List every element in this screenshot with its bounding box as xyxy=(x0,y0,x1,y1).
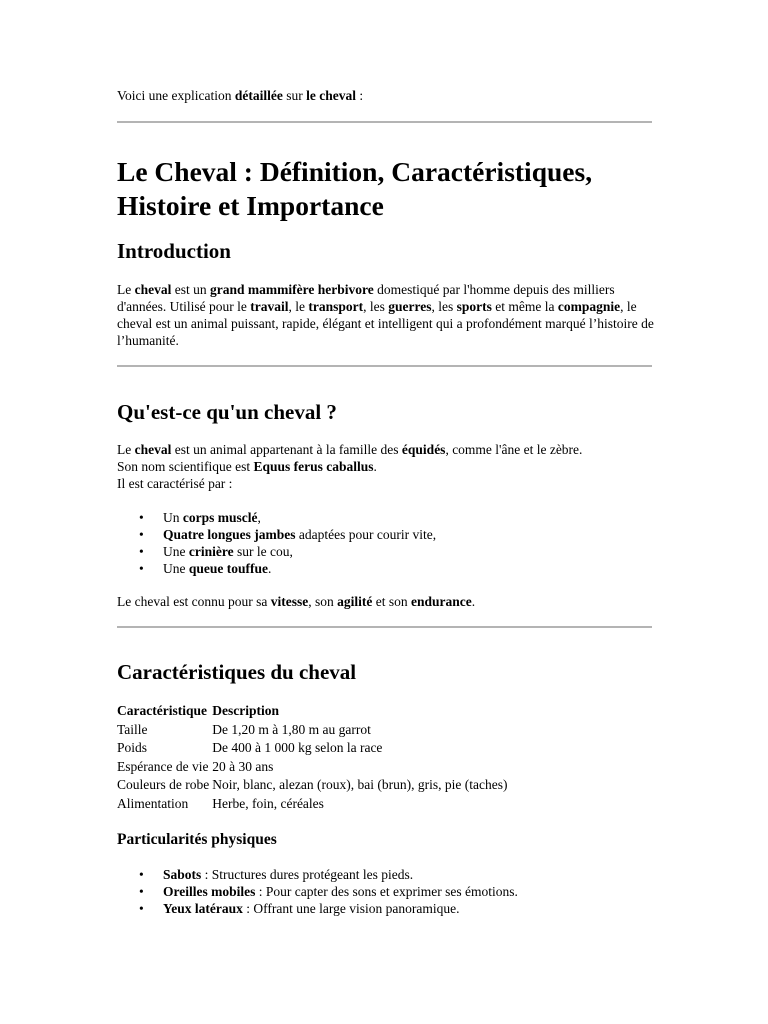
bold-run: grand mammifère herbivore xyxy=(210,282,374,297)
text-run: , le cheval est un animal puissant, rapide, élégant et intelligent qui a profondément marqué l’histoire de l’humanité. xyxy=(117,299,654,348)
heading-characteristics: Caractéristiques du cheval xyxy=(117,660,357,684)
divider xyxy=(117,626,652,628)
bullet-icon: • xyxy=(139,544,144,559)
table-cell: Couleurs de robe xyxy=(117,777,210,793)
introduction-paragraph xyxy=(117,281,657,349)
text-run: Une xyxy=(163,544,189,559)
definition-paragraph xyxy=(117,441,657,492)
bold-run: travail xyxy=(250,299,289,314)
text-run: Une xyxy=(163,561,189,576)
heading-introduction: Introduction xyxy=(117,239,231,263)
table-row xyxy=(117,758,510,777)
table-row xyxy=(117,739,510,758)
physical-traits-list xyxy=(117,866,518,917)
list-item xyxy=(117,560,436,577)
bold-run: Equus ferus caballus xyxy=(253,459,374,474)
text-run: : Pour capter des sons et exprimer ses émotions. xyxy=(255,884,518,899)
text-run: , xyxy=(257,510,261,525)
table-header-cell: Caractéristique xyxy=(117,703,207,718)
bold-run: le cheval xyxy=(306,88,356,103)
text-run: est un xyxy=(171,282,210,297)
table-cell: 20 à 30 ans xyxy=(212,758,274,774)
bold-run: cheval xyxy=(134,442,172,457)
list-item xyxy=(117,509,436,526)
heading-definition: Qu'est-ce qu'un cheval ? xyxy=(117,400,337,424)
text-run: Le xyxy=(117,442,135,457)
table-row xyxy=(117,776,510,795)
text-run: Le cheval est connu pour sa xyxy=(117,594,271,609)
page-title xyxy=(117,155,677,223)
bullet-icon: • xyxy=(139,527,144,542)
bullet-icon: • xyxy=(139,510,144,525)
bold-run: transport xyxy=(308,299,364,314)
title-line-1: Le Cheval : Définition, Caractéristiques, xyxy=(117,156,593,187)
table-row xyxy=(117,795,510,814)
bold-run: queue touffue xyxy=(188,561,269,576)
bullet-icon: • xyxy=(139,884,144,899)
intro-line xyxy=(117,88,363,104)
table-cell: Taille xyxy=(117,721,148,737)
text-run: , comme l'âne et le zèbre. xyxy=(445,442,583,457)
bold-run: vitesse xyxy=(270,594,309,609)
list-item xyxy=(117,883,518,900)
table-header-row xyxy=(117,702,510,721)
heading-physical-traits: Particularités physiques xyxy=(117,831,277,848)
bold-run: agilité xyxy=(337,594,373,609)
bold-run: Oreilles mobiles xyxy=(163,884,256,899)
text-run: , les xyxy=(363,299,389,314)
text-run: : Offrant une large vision panoramique. xyxy=(242,901,460,916)
text-run: . xyxy=(471,594,476,609)
bold-run: Sabots xyxy=(163,867,202,882)
bold-run: compagnie xyxy=(557,299,621,314)
divider xyxy=(117,365,652,367)
text-run: . xyxy=(373,459,377,474)
bullet-icon: • xyxy=(139,901,144,916)
text-run: Le xyxy=(117,282,135,297)
title-line-2: Histoire et Importance xyxy=(117,190,384,221)
list-item xyxy=(117,900,518,917)
traits-list xyxy=(117,509,436,577)
characteristics-table xyxy=(117,702,510,814)
table-header-cell: Description xyxy=(212,703,279,718)
divider xyxy=(117,121,652,123)
bold-run: Yeux latéraux xyxy=(163,901,243,916)
bold-run: Quatre longues jambes xyxy=(163,527,296,542)
text-run: et son xyxy=(372,594,411,609)
bold-run: guerres xyxy=(388,299,432,314)
table-cell: Noir, blanc, alezan (roux), bai (brun), gris, pie (taches) xyxy=(212,777,508,793)
text-run: , son xyxy=(308,594,338,609)
text-run: . xyxy=(268,561,272,576)
table-row xyxy=(117,721,510,740)
table-cell: Espérance de vie xyxy=(117,758,209,774)
text-run: et même la xyxy=(491,299,558,314)
text-run: adaptées pour courir vite, xyxy=(295,527,437,542)
bullet-icon: • xyxy=(139,867,144,882)
bold-run: crinière xyxy=(188,544,234,559)
text-run: Son nom scientifique est xyxy=(117,459,254,474)
text-run: : xyxy=(355,88,364,103)
definition-closing xyxy=(117,593,657,610)
bold-run: sports xyxy=(456,299,492,314)
text-run: sur xyxy=(282,88,307,103)
text-run: , les xyxy=(431,299,457,314)
list-item xyxy=(117,543,436,560)
list-item xyxy=(117,526,436,543)
bullet-icon: • xyxy=(139,561,144,576)
text-run: Voici une explication xyxy=(117,88,235,103)
table-cell: Poids xyxy=(117,740,148,756)
table-cell: Herbe, foin, céréales xyxy=(212,795,324,811)
table-cell: De 400 à 1 000 kg selon la race xyxy=(212,740,383,756)
bold-run: corps musclé xyxy=(182,510,258,525)
text-run: : Structures dures protégeant les pieds. xyxy=(201,867,414,882)
text-run: Il est caractérisé par : xyxy=(117,476,233,491)
text-run: Un xyxy=(163,510,183,525)
text-run: sur le cou, xyxy=(233,544,293,559)
bold-run: endurance xyxy=(410,594,472,609)
bold-run: détaillée xyxy=(234,88,283,103)
text-run: , le xyxy=(288,299,309,314)
text-run: est un animal appartenant à la famille des xyxy=(171,442,402,457)
table-cell: De 1,20 m à 1,80 m au garrot xyxy=(212,721,371,737)
text-run: domestiqué par l'homme depuis des milliers d'années. Utilisé pour le xyxy=(117,282,615,314)
list-item xyxy=(117,866,518,883)
bold-run: cheval xyxy=(134,282,172,297)
bold-run: équidés xyxy=(401,442,446,457)
table-cell: Alimentation xyxy=(117,795,189,811)
